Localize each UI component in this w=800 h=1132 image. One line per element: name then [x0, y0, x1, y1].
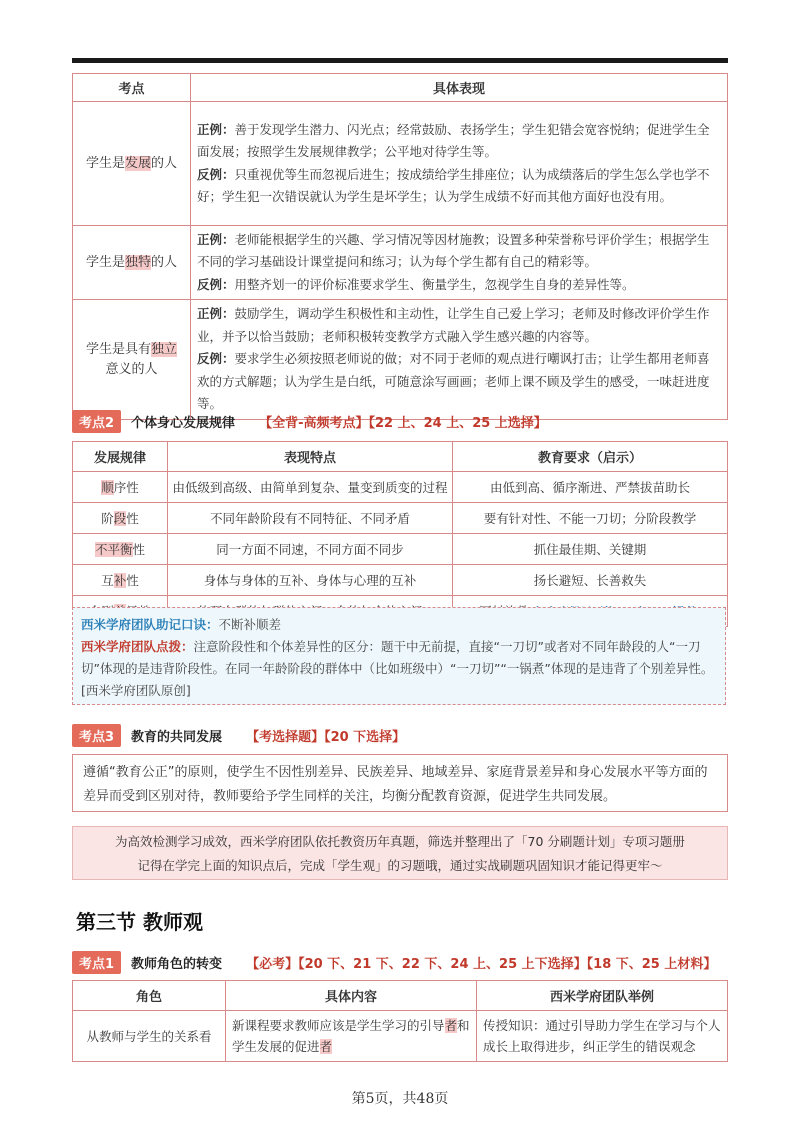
table-row [73, 300, 728, 420]
row-content: 正例：善于发现学生潜力、闪光点；经常鼓励、表扬学生；学生犯错会宽容悦纳；促进学生全面发展；按照学生发展规律教学；公平地对待学生等。 反例：只重视优等生而忽视后进生；按成绩给学生排座位；认为成绩落后的学生怎么学也学不好；学生犯一次错误就认为学生是坏学生；认为学生成绩不好而其他方面好也没有用。 [191, 102, 728, 226]
section-header [72, 410, 547, 432]
section-header [72, 724, 405, 746]
table-row [73, 503, 728, 534]
requirement-cell: 由低到高、循序渐进、严禁拔苗助长 [453, 472, 728, 503]
section-content: 遵循“教育公正”的原则，使学生不因性别差异、民族差异、地域差异、家庭背景差异和身心发展水平等方面的差异而受到区别对待，教师要给予学生同样的关注，均衡分配教育资源，促进学生共同发展。 [72, 754, 728, 812]
law-cell: 互补性 [73, 565, 168, 596]
section-note: 【必考】【20 下、21 下、22 下、24 上、25 上下选择】【18 下、25 上材料】 [246, 956, 717, 972]
row-label: 学生是具有独立 意义的人 [73, 300, 191, 420]
section-note: 【全背-高频考点】【22 上、24 上、25 上选择】 [259, 415, 547, 431]
requirement-cell: 抓住最佳期、关键期 [453, 534, 728, 565]
table-row [73, 472, 728, 503]
development-law-table [72, 441, 728, 627]
feature-cell: 不同年龄阶段有不同特征、不同矛盾 [168, 503, 453, 534]
content-cell: 新课程要求教师应该是学生学习的引导者和学生发展的促进者 [226, 1011, 477, 1062]
chapter-title: 第三节 教师观 [76, 910, 203, 934]
table-row [73, 534, 728, 565]
exercise-notice [72, 826, 728, 880]
requirement-cell: 扬长避短、长善救失 [453, 565, 728, 596]
section-title: 个体身心发展规律 [131, 415, 236, 431]
row-content: 正例：老师能根据学生的兴趣、学习情况等因材施教；设置多种荣誉称号评价学生；根据学生不同的学习基础设计课堂提问和练习；认为每个学生都有自己的精彩等。 反例：用整齐划一的评价标准要求学生、衡量学生，忽视学生自身的差异性等。 [191, 226, 728, 300]
requirement-cell: 要有针对性、不能一刀切；分阶段教学 [453, 503, 728, 534]
table-row [73, 565, 728, 596]
tip-line: 西米学府团队点拨：注意阶段性和个体差异性的区分：题干中无前提，直接“一刀切”或者对不同年龄段的人“一刀切”体现的是违背阶段性。在同一年龄阶段的群体中（比如班级中）“一刀切”“一锅煮”体现的是违背了个别差异性。[西米学府团队原创] [81, 639, 714, 698]
header-requirement: 教育要求（启示） [453, 442, 728, 472]
student-view-table [72, 73, 728, 420]
example-cell: 传授知识：通过引导助力学生在学习与个人成长上取得进步，纠正学生的错误观念 [477, 1011, 728, 1062]
feature-cell: 同一方面不同速，不同方面不同步 [168, 534, 453, 565]
row-label: 学生是独特的人 [73, 226, 191, 300]
header-role: 角色 [73, 981, 226, 1011]
section-title: 教师角色的转变 [131, 956, 223, 972]
header-detail: 具体表现 [191, 74, 728, 102]
table-row [73, 226, 728, 300]
law-cell: 阶段性 [73, 503, 168, 534]
header-law: 发展规律 [73, 442, 168, 472]
section-tag: 考点3 [72, 724, 121, 747]
top-rule [72, 58, 728, 63]
feature-cell: 身体与身体的互补、身体与心理的互补 [168, 565, 453, 596]
header-kaodian: 考点 [73, 74, 191, 102]
teacher-role-table [72, 980, 728, 1062]
table-row [73, 102, 728, 226]
notice-line: 为高效检测学习成效，西米学府团队依托教资历年真题，筛选并整理出了「70 分刷题计划」专项习题册 [115, 834, 685, 849]
section-note: 【考选择题】【20 下选择】 [246, 729, 406, 745]
page-footer: 第5页，共48页 [351, 1091, 449, 1107]
row-label: 学生是发展的人 [73, 102, 191, 226]
law-cell: 不平衡性 [73, 534, 168, 565]
mnemonic-line: 西米学府团队助记口诀：不断补顺差 [81, 617, 282, 632]
feature-cell: 由低级到高级、由简单到复杂、量变到质变的过程 [168, 472, 453, 503]
section-header [72, 951, 716, 973]
notice-line: 记得在学完上面的知识点后，完成「学生观」的习题哦，通过实战刷题巩固知识才能记得更牢～ [137, 858, 663, 873]
header-example: 西米学府团队举例 [477, 981, 728, 1011]
role-cell: 从教师与学生的关系看 [73, 1011, 226, 1062]
section-tag: 考点1 [72, 951, 121, 974]
law-cell: 顺序性 [73, 472, 168, 503]
section-title: 教育的共同发展 [131, 729, 223, 745]
tip-box [72, 607, 726, 705]
row-content: 正例：鼓励学生，调动学生积极性和主动性，让学生自己爱上学习；老师及时修改评价学生作业，并予以恰当鼓励；老师积极转变教学方式融入学生感兴趣的内容等。 反例：要求学生必须按照老师说的做；对不同于老师的观点进行嘲讽打击；让学生都用老师喜欢的方式解题；认为学生是白纸，可随意涂写画画；老师上课不顾及学生的感受，一味赶进度等。 [191, 300, 728, 420]
header-feature: 表现特点 [168, 442, 453, 472]
header-content: 具体内容 [226, 981, 477, 1011]
section-tag: 考点2 [72, 410, 121, 433]
table-row [73, 1011, 728, 1062]
